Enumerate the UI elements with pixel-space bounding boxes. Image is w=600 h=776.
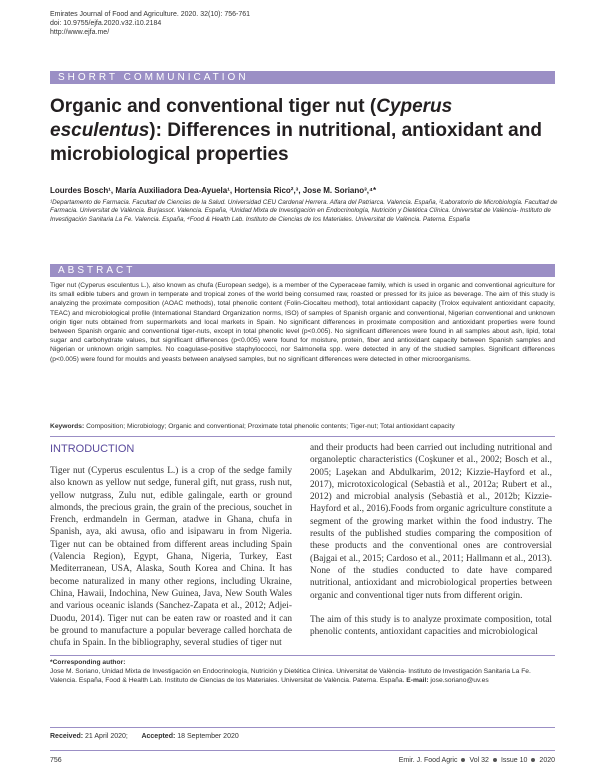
keywords	[50, 422, 555, 431]
affiliations: ¹Departamento de Farmacia. Facultad de Ciencias de la Salud. Universidad CEU Cardenal Herrera. Alfara del Patriarca. Valencia. España, ²Laboratorio de Microbiología. Facultad de Farmacia. Universitat de València. Burjassot. Valencia. España, ³Unidad Mixta de Investigación en Endocrinología, Nutrición y Dietética Clínica. Universitat de València- Instituto de Investigación Sanitaria La Fe. Valencia. España, ⁴Food & Health Lab. Instituto de Ciencias de los Materiales. Universitat de València. Paterna. España	[50, 199, 558, 223]
abstract-divider	[50, 436, 555, 437]
accepted-date: 18 September 2020	[177, 733, 239, 740]
title-part-2: ): Differences in nutritional, antioxidant and microbiological properties	[50, 120, 542, 165]
email-address[interactable]: jose.soriano@uv.es	[430, 677, 489, 684]
corresponding-text: Jose M. Soriano, Unidad Mixta de Investigación en Endocrinología, Nutrición y Dietética Clínica. Universitat de València- Instituto de Investigación Sanitaria La Fe. Valencia. España, Food & Health Lab. Instituto de Ciencias de los Materiales. Universitat de València. Paterna. España.	[50, 668, 531, 684]
corresponding-label: *Corresponding author:	[50, 659, 126, 666]
received-date: 21 April 2020;	[85, 733, 128, 740]
introduction-heading: INTRODUCTION	[50, 443, 135, 455]
abstract-heading: ABSTRACT	[50, 264, 555, 277]
title-part-1: Organic and conventional tiger nut (	[50, 96, 377, 117]
page-number: 756	[50, 757, 62, 764]
footer-issue: Issue 10	[500, 757, 528, 764]
bullet-icon	[531, 758, 535, 762]
footer-journal-info	[399, 757, 555, 764]
intro-paragraph-1: Tiger nut (Cyperus esculentus L.) is a crop of the sedge family also known as yellow nut sedge, funeral gift, nut grass, rush nut, yellow nutgrass, Zulu nut, edible galingale, earth or ground almonds, the precious grain, the grain of the precious, souchet in French, erdmandeln in German, atadwe in Ghana, chufa in Spanish, aya, aki awusa, ofio and isipawaru in from Nigeria. Tiger nut can be obtained from different areas including Spain (Valencia Region), Egypt, Ghana, Nigeria, Turkey, East Mediterranean, USA, Alaska, South Korea and China. It has become naturalized in many other regions, including Ukraine, China, Hawaii, Indochina, New Guinea, Java, New South Wales and various oceanic islands (Sanchez-Zapata et al., 2012; Adjei-Duodu, 2014). Tiger nut can be eaten raw or roasted and it can be ground to manufacture a popular beverage called horchata de chufa in Spain. In the bibliography, several studies of tiger nut	[50, 466, 292, 649]
journal-citation: Emirates Journal of Food and Agriculture. 2020. 32(10): 756-761	[50, 11, 251, 18]
abstract-text: Tiger nut (Cyperus esculentus L.), also known as chufa (European sedge), is a member of the Cyperaceae family, which is used in organic and conventional agriculture for its small edible tubers and grown in temperate and tropical zones of the world being consumed raw, roasted or pressed for its juice as beverage. The aim of this study is analyzing the proximate composition (AOAC methods), total phenolic content (Folin-Ciocalteu method), total antioxidant capacity (Trolox equivalent antioxidant capacity, TEAC) and microbiological profile (International Standard Organization norms, ISO) of samples of Spanish organic and conventional, Nigerian conventional and unknown origin tiger nuts obtained from supermarkets and local markets in Spain. No significant differences in proximate composition and antioxidant properties were found between Spanish organic and conventional tiger-nuts, except in total phenolic level (p<0.005). No significant differences were found in all samples about ash, lipid, total sugar and carbohydrate values, but significant differences (p<0.005) were found for moisture, protein, fiber and antioxidant capacity between Spanish samples and Nigerian or unknown origin samples. No coagulase-positive staphylococci, nor Salmonella spp. were detected in any of the studied samples. Significant differences (p<0.005) were found for moulds and yeasts between analysed samples, but no significant differences were detected in other microorganisms.	[50, 282, 555, 363]
footer-divider	[50, 750, 555, 751]
article-title	[50, 95, 560, 167]
left-column	[50, 465, 292, 649]
bullet-icon	[493, 758, 497, 762]
footer-year: 2020	[539, 757, 555, 764]
footer-journal: Emir. J. Food Agric	[398, 757, 458, 764]
dates-divider	[50, 727, 555, 728]
article-type-band: SHORRT COMMUNICATION	[50, 71, 555, 84]
keywords-list: Composition; Microbiology; Organic and conventional; Proximate total phenolic contents; Tiger-nut; Total antioxidant capacity	[86, 423, 455, 430]
email-label: E-mail:	[406, 677, 429, 684]
title-species: Cyperus esculentus	[50, 96, 453, 141]
doi[interactable]: doi: 10.9755/ejfa.2020.v32.i10.2184	[50, 20, 162, 27]
intro-paragraph-3: The aim of this study is to analyze proximate composition, total phenolic contents, antioxidant capacities and microbiological	[310, 614, 552, 638]
authors: Lourdes Bosch¹, María Auxiliadora Dea-Ayuela¹, Hortensia Rico²,³, Jose M. Soriano³,⁴*	[50, 186, 377, 195]
corresponding-author	[50, 658, 555, 685]
accepted-label: Accepted:	[141, 733, 176, 740]
intro-paragraph-2: and their products had been carried out including nutritional and organoleptic characteristics (Coşkuner et al., 2002; Bosch et al., 2005; Laşekan and Abdulkarim, 2012; Kizzie-Hayford et al., 2017), microtoxicological (Sebastià et al., 2012a; Rubert et al., 2012) and microbial analysis (Sebastià et al., 2012b; Kizzie-Hayford et al., 2016).Foods from organic agriculture constitute a segment of the growing market within the food industry. The results of the published studies comparing the composition of these products and the conventional ones are controversial (Bajgai et al., 2015; Cardoso et al., 2011; Hallmann et al., 2013). None of the studies conducted to date have compared nutritional, antioxidant and microbiological properties between organic and conventional tiger nuts from different origin.	[310, 443, 552, 601]
right-column	[310, 442, 552, 638]
bullet-icon	[461, 758, 465, 762]
keywords-label: Keywords:	[50, 423, 85, 430]
journal-url[interactable]: http://www.ejfa.me/	[50, 29, 110, 36]
received-label: Received:	[50, 733, 84, 740]
article-dates	[50, 733, 239, 740]
footnote-divider	[50, 655, 555, 656]
footer-volume: Vol 32	[469, 757, 489, 764]
